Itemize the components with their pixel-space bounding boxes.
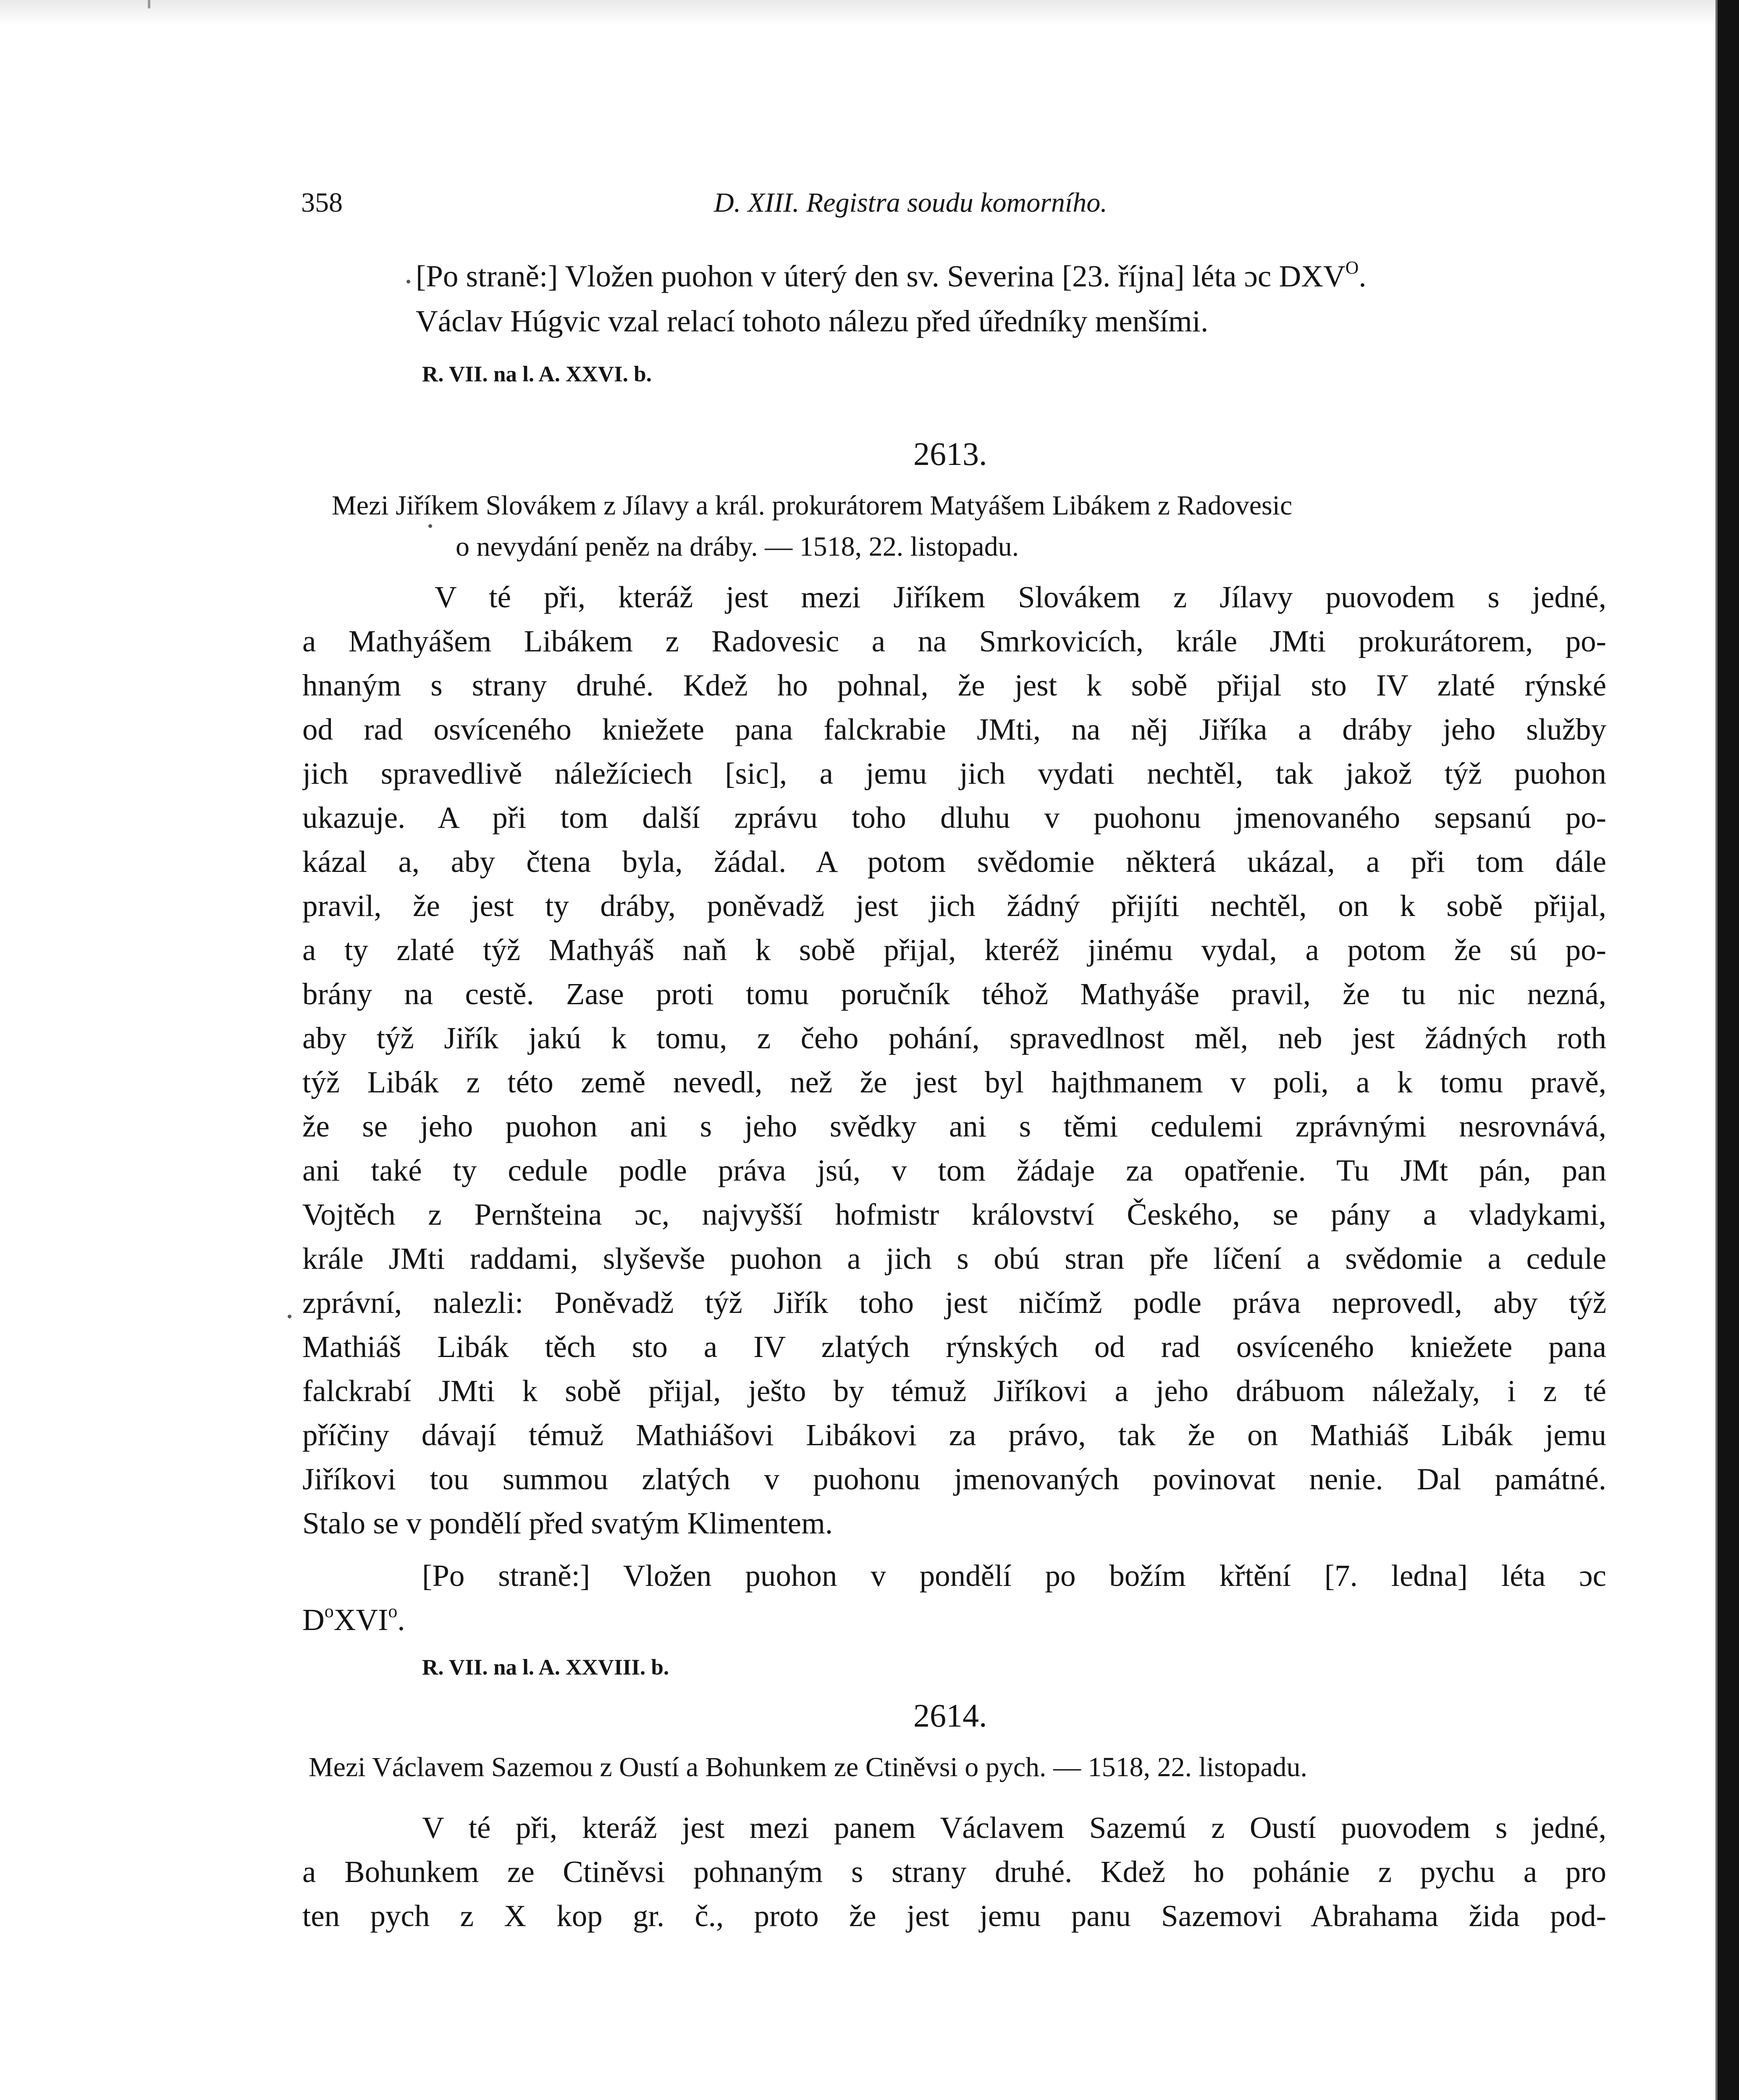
running-title: D. XIII. Registra soudu komorního. [714,187,1107,218]
margin-dot [407,280,410,284]
body-line: aby týž Jiřík jakú k tomu, z čeho pohání, spravedlnost měl, neb jest žádných roth [302,1021,1606,1055]
body-line: ani také ty cedule podle práva jsú, v tom žádaje za opatřenie. Tu JMt pán, pan [302,1153,1606,1187]
superscript: o [324,1601,334,1622]
body-line: kázal a, aby čtena byla, žádal. A potom svědomie některá ukázal, a při tom dále [302,845,1606,879]
body-line: krále JMti raddami, slyševše puohon a jich s obú stran pře líčení a svědomie a cedule [302,1242,1606,1276]
body-line: Mathiáš Libák těch sto a IV zlatých rýnských od rad osvíceného kniežete pana [302,1330,1606,1364]
entry-number: 2613. [913,436,987,472]
page-number: 358 [301,187,343,218]
reference-note: R. VII. na l. A. XXVIII. b. [422,1655,669,1680]
side-note-text: XVI [333,1603,388,1637]
body-line: týž Libák z této země nevedl, než že jest byl hajthmanem v poli, a k tomu pravě, [302,1065,1606,1099]
side-note-text: [Po straně:] Vložen puohon v úterý den sv. Severina [23. října] léta ɔc DXV [416,259,1346,293]
scan-top-shadow [0,0,1739,25]
scan-dark-edge [1718,0,1739,2100]
body-line: hnaným s strany druhé. Kdež ho pohnal, že jest k sobě přijal sto IV zlaté rýnské [302,668,1606,702]
scan-mark [148,0,150,8]
body-line: falckrabí JMti k sobě přijal, ješto by témuž Jiříkovi a jeho drábuom náležaly, i z té [302,1374,1606,1408]
entry-summary-line: Mezi Václavem Sazemou z Oustí a Bohunkem ze Ctiněvsi o pych. — 1518, 22. listopadu. [309,1752,1307,1782]
body-line: zprávní, nalezli: Poněvadž týž Jiřík toho jest ničímž podle práva neprovedl, aby týž [302,1286,1606,1320]
body-line: Jiříkovi tou summou zlatých v puohonu jmenovaných povinovat nenie. Dal památné. [302,1462,1606,1496]
body-line: brány na cestě. Zase proti tomu poručník téhož Mathyáše pravil, že tu nic nezná, [302,977,1606,1011]
side-note-end: . [1359,259,1367,293]
body-line: a ty zlaté týž Mathyáš naň k sobě přijal, kteréž jinému vydal, a potom že sú po- [302,933,1606,967]
side-note-line [416,255,1367,298]
entry-number: 2614. [913,1697,987,1734]
body-line: a Mathyášem Libákem z Radovesic a na Smrkovicích, krále JMti prokurátorem, po- [302,624,1606,658]
superscript: o [388,1601,398,1622]
side-note-line [302,1598,405,1642]
entry-summary-line: Mezi Jiříkem Slovákem z Jílavy a král. prokurátorem Matyášem Libákem z Radovesic [332,490,1293,521]
superscript: O [1345,257,1359,278]
body-line: jich spravedlivě náležíciech [sic], a jemu jich vydati nechtěl, tak jakož týž puohon [302,756,1606,790]
side-note-text: D [302,1603,325,1637]
body-line: V té při, kteráž jest mezi Jiříkem Slovákem z Jílavy puovodem s jedné, [435,580,1606,614]
body-line: od rad osvíceného kniežete pana falckrabie JMti, na něj Jiříka a dráby jeho služby [302,712,1606,746]
reference-note: R. VII. na l. A. XXVI. b. [422,362,652,386]
side-note-line: [Po straně:] Vložen puohon v pondělí po božím křtění [7. ledna] léta ɔc [422,1559,1606,1593]
side-note-line: Václav Húgvic vzal relací tohoto nálezu před úředníky menšími. [416,304,1209,338]
body-line: že se jeho puohon ani s jeho svědky ani s těmi cedulemi zprávnými nesrovnává, [302,1109,1606,1143]
entry-summary-line: o nevydání peněz na dráby. — 1518, 22. listopadu. [456,531,1019,562]
side-note-end: . [397,1603,405,1637]
body-line: Vojtěch z Pernšteina ɔc, najvyšší hofmistr království Českého, se pány a vladykami, [302,1197,1606,1231]
body-line-last: Stalo se v pondělí před svatým Klimentem. [302,1506,833,1540]
body-line: ten pych z X kop gr. č., proto že jest jemu panu Sazemovi Abrahama žida pod- [302,1899,1606,1933]
margin-dot [288,1315,291,1318]
body-line: a Bohunkem ze Ctiněvsi pohnaným s strany druhé. Kdež ho pohánie z pychu a pro [302,1855,1606,1889]
body-line: V té při, kteráž jest mezi panem Václavem Sazemú z Oustí puovodem s jedné, [422,1811,1606,1845]
body-line: ukazuje. A při tom další zprávu toho dluhu v puohonu jmenovaného sepsanú po- [302,801,1606,835]
body-line: pravil, že jest ty dráby, poněvadž jest jich žádný přijíti nechtěl, on k sobě přijal, [302,889,1606,923]
body-line: příčiny dávají témuž Mathiášovi Libákovi za právo, tak že on Mathiáš Libák jemu [302,1418,1606,1452]
margin-dot [428,524,432,528]
